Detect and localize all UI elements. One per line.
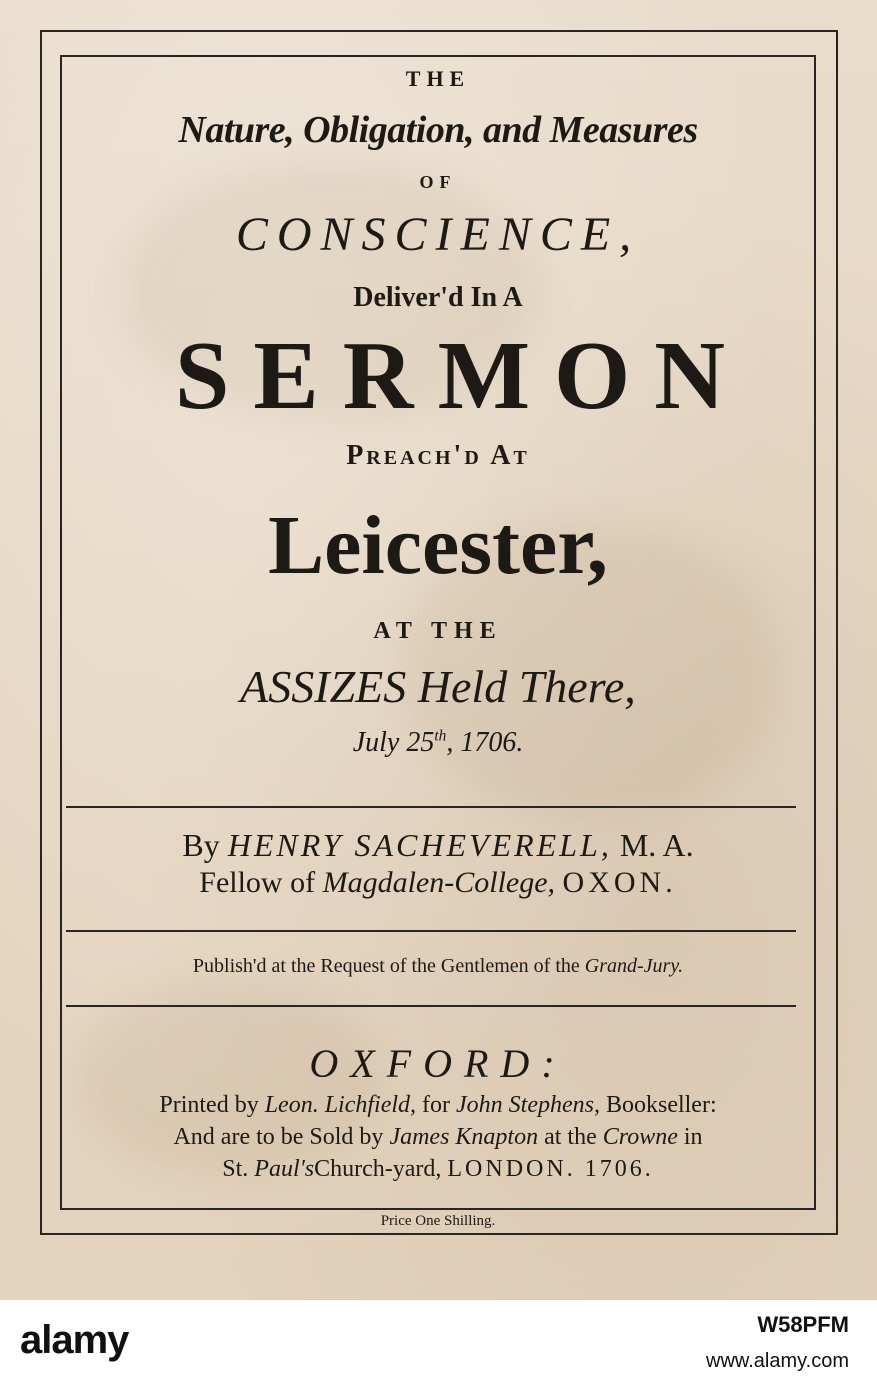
bookseller-name: John Stephens, [456,1092,600,1118]
author-degree: M. A. [619,827,694,863]
seller-name: James Knapton [389,1124,539,1150]
price-note: Price One Shilling. [380,1213,496,1229]
imprint-city: OXFORD: [309,1041,567,1086]
london-year: LONDON. 1706. [447,1156,654,1182]
title-the: THE [405,66,471,91]
watermark-footer [0,1300,877,1390]
title-assizes: ASSIZES Held There, [240,661,636,712]
title-sermon: SERMON [174,322,750,430]
date-month-day: July 25 [352,727,435,758]
sold-by: And are to be Sold by [173,1124,384,1150]
printed-by: Printed by [159,1092,259,1118]
college-name: Magdalen-College, [322,866,556,899]
publication-text: Publish'd at the Request of the Gentlemen of the [192,955,580,977]
imprint-line-2 [60,1124,816,1151]
churchyard-word: Church-yard, [314,1156,442,1182]
alamy-logo: alamy [20,1318,129,1362]
fellow-of: Fellow of [199,866,316,899]
bookseller-word: Bookseller: [605,1092,717,1118]
university-name: OXON. [562,866,677,899]
title-leicester: Leicester, [268,499,608,592]
imprint-line-1 [60,1092,816,1119]
stock-id: W58PFM [757,1312,849,1337]
shop-sign: Crowne [602,1124,678,1150]
date-ordinal: th [434,727,447,745]
author-by: By [182,827,220,863]
for-word: for [422,1092,450,1118]
in-word: in [683,1124,703,1150]
title-nature-obligation: Nature, Obligation, and Measures [178,109,698,151]
printer-name: Leon. Lichfield, [264,1092,417,1118]
title-conscience: CONSCIENCE, [235,208,641,261]
title-at-the: AT THE [373,618,503,644]
author-line [60,827,816,864]
rule-divider [66,930,796,932]
author-affiliation [60,866,816,900]
imprint-line-3 [60,1156,816,1183]
date-year: , 1706. [446,727,524,758]
title-of: OF [419,172,457,192]
sermon-date [60,727,816,759]
grand-jury: Grand-Jury. [584,955,684,977]
title-preached-at: Preach'd At [346,440,530,471]
title-delivered: Deliver'd In A [353,282,523,313]
rule-divider [66,806,796,808]
stock-url: www.alamy.com [706,1350,849,1372]
rule-divider [66,1005,796,1007]
pauls-word: Paul's [254,1156,315,1182]
st-word: St. [222,1156,249,1182]
publication-note [60,955,816,978]
author-name: HENRY SACHEVERELL, [227,827,612,863]
at-the-word: at the [544,1124,597,1150]
